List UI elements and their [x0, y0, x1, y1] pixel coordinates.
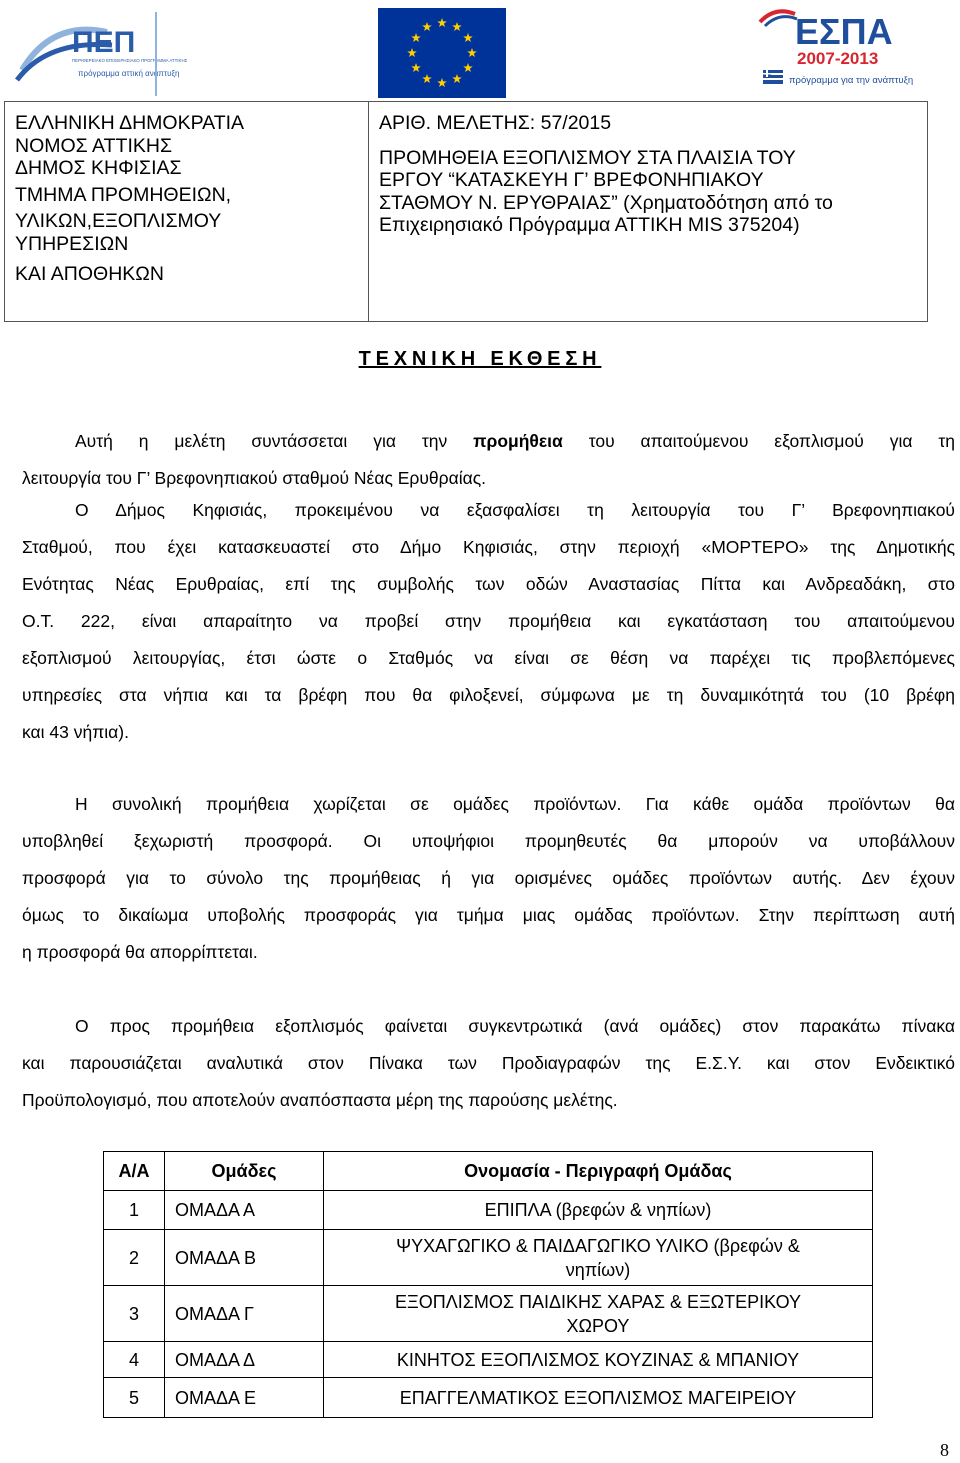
paragraph-line: η προσφορά θα απορρίπτεται. [22, 942, 258, 962]
paragraph-line: υποβληθεί ξεχωριστή προσφορά. Οι υποψήφιοι προμηθευτές θα μπορούν να υποβάλλουν [22, 831, 955, 851]
espa-logo-years: 2007-2013 [797, 49, 879, 68]
authority-line: ΥΠΗΡΕΣΙΩΝ [15, 232, 129, 255]
authority-line: ΚΑΙ ΑΠΟΘΗΚΩΝ [15, 263, 164, 285]
paragraph-line [22, 423, 955, 460]
authority-line: ΕΛΛΗΝΙΚΗ ΔΗΜΟΚΡΑΤΙΑ [15, 112, 245, 134]
paragraph-line: Η συνολική προμήθεια χωρίζεται σε ομάδες προϊόντων. Για κάθε ομάδα προϊόντων θα [75, 794, 955, 814]
row-group: ΟΜΑΔΑ Ε [165, 1378, 324, 1418]
paragraph-text: του απαιτούμενου εξοπλισμού για τη [562, 431, 955, 451]
pep-logo-title: ΠΕΠ [72, 26, 136, 59]
row-number: 4 [104, 1342, 165, 1378]
row-group: ΟΜΑΔΑ Γ [165, 1286, 324, 1342]
espa-logo-tagline: πρόγραμμα για την ανάπτυξη [789, 75, 914, 86]
study-number: ΑΡΙΘ. ΜΕΛΕΤΗΣ: 57/2015 [379, 112, 612, 134]
authority-line: ΥΛΙΚΩΝ,ΕΞΟΠΛΙΣΜΟΥ [15, 210, 222, 232]
paragraph-line: Σταθμού, που έχει κατασκευαστεί στο Δήμο Κηφισιάς, στην περιοχή «ΜΟΡΤΕΡΟ» της Δημοτικής [22, 537, 955, 557]
description-line: ΨΥΧΑΓΩΓΙΚΟ & ΠΑΙΔΑΓΩΓΙΚΟ ΥΛΙΚΟ (βρεφών & [396, 1235, 800, 1256]
paragraph-groups [22, 786, 955, 971]
description-line: ΚΙΝΗΤΟΣ ΕΞΟΠΛΙΣΜΟΣ ΚΟΥΖΙΝΑΣ & ΜΠΑΝΙΟΥ [396, 1349, 800, 1370]
paragraph-line: Ενότητας Νέας Ερυθραίας, επί της συμβολής των οδών Αναστασίας Πίττα και Ανδρεαδάκη, στο [22, 574, 955, 594]
paragraph-line: Προϋπολογισμό, που αποτελούν αναπόσπαστα μέρη της παρούσης μελέτης. [22, 1090, 618, 1110]
row-description [324, 1342, 873, 1378]
paragraph-line: υπηρεσίες στα νήπια και τα βρέφη που θα φιλοξενεί, σύμφωνα με τη δυναμικότητά του (10 βρέφη [22, 685, 955, 705]
table-row [104, 1342, 873, 1378]
logo-bar [0, 0, 960, 100]
project-line: ΣΤΑΘΜΟΥ Ν. ΕΡΥΘΡΑΙΑΣ” (Χρηματοδότηση από το [379, 191, 833, 214]
paragraph-line: και παρουσιάζεται αναλυτικά στον Πίνακα των Προδιαγραφών της Ε.Σ.Υ. και στον Ενδεικτικό [22, 1053, 955, 1073]
authority-line: ΤΜΗΜΑ ΠΡΟΜΗΘΕΙΩΝ, [15, 183, 232, 206]
paragraph-line: όμως το δικαίωμα υποβολής προσφοράς για τμήμα μιας ομάδας προϊόντων. Στην περίπτωση αυτή [22, 905, 955, 925]
project-line: Επιχειρησιακό Πρόγραμμα ΑΤΤΙΚΗ MIS 375204) [379, 214, 800, 236]
paragraph-text: Αυτή η μελέτη συντάσσεται για την [75, 431, 474, 451]
row-description [324, 1230, 873, 1286]
authority-line: ΝΟΜΟΣ ΑΤΤΙΚΗΣ [15, 134, 172, 157]
page-number: 8 [940, 1440, 949, 1460]
paragraph-line: και 43 νήπια). [22, 722, 129, 742]
description-line: ΧΩΡΟΥ [566, 1315, 630, 1336]
eu-flag-icon [378, 8, 506, 98]
row-number: 5 [104, 1378, 165, 1418]
header-table [4, 101, 928, 322]
description-line: ΕΠΑΓΓΕΛΜΑΤΙΚΟΣ ΕΞΟΠΛΙΣΜΟΣ ΜΑΓΕΙΡΕΙΟΥ [399, 1387, 797, 1408]
column-header-group: Ομάδες [165, 1152, 324, 1191]
description-line: ΕΞΟΠΛΙΣΜΟΣ ΠΑΙΔΙΚΗΣ ΧΑΡΑΣ & ΕΞΩΤΕΡΙΚΟΥ [394, 1291, 801, 1312]
paragraph-line: Ο Δήμος Κηφισιάς, προκειμένου να εξασφαλίσει τη λειτουργία του Γ’ Βρεφονηπιακού [75, 500, 955, 520]
paragraph-line: Ο προς προμήθεια εξοπλισμός φαίνεται συγκεντρωτικά (ανά ομάδες) στον παρακάτω πίνακα [75, 1016, 955, 1036]
espa-logo [755, 4, 914, 98]
paragraph-municipality [22, 492, 955, 751]
table-row [104, 1191, 873, 1230]
paragraph-bold-text: προμήθεια [473, 431, 563, 451]
row-group: ΟΜΑΔΑ Α [165, 1191, 324, 1230]
pep-logo-tagline: πρόγραμμα αττική ανάπτυξη [78, 69, 180, 78]
column-header-no: Α/Α [104, 1152, 165, 1191]
paragraph-table-intro [22, 1008, 955, 1119]
row-number: 2 [104, 1230, 165, 1286]
description-line: ΕΠΙΠΛΑ (βρεφών & νηπίων) [484, 1200, 712, 1220]
document-title: ΤΕΧΝΙΚΗ ΕΚΘΕΣΗ [358, 348, 602, 370]
authority-line: ΔΗΜΟΣ ΚΗΦΙΣΙΑΣ [15, 157, 182, 179]
row-number: 3 [104, 1286, 165, 1342]
espa-logo-title: ΕΣΠΑ [795, 11, 893, 52]
row-description [324, 1191, 873, 1230]
table-row [104, 1230, 873, 1286]
row-description [324, 1286, 873, 1342]
paragraph-intro [22, 423, 955, 497]
description-line: νηπίων) [565, 1259, 631, 1280]
paragraph-line: λειτουργία του Γ’ Βρεφονηπιακού σταθμού Νέας Ερυθραίας. [22, 468, 487, 488]
project-line: ΕΡΓΟΥ “ΚΑΤΑΣΚΕΥΗ Γ’ ΒΡΕΦΟΝΗΠΙΑΚΟΥ [379, 169, 764, 191]
pep-logo-subtitle: ΠΕΡΙΦΕΡΕΙΑΚΟ ΕΠΙΧΕΙΡΗΣΙΑΚΟ ΠΡΟΓΡΑΜΜΑ ΑΤΤΙΚΗΣ [72, 58, 188, 63]
row-group: ΟΜΑΔΑ Β [165, 1230, 324, 1286]
row-group: ΟΜΑΔΑ Δ [165, 1342, 324, 1378]
column-header-description: Ονομασία - Περιγραφή Ομάδας [324, 1152, 873, 1191]
table-row [104, 1286, 873, 1342]
row-description [324, 1378, 873, 1418]
paragraph-line: εξοπλισμού λειτουργίας, έτσι ώστε ο Σταθμός να είναι σε θέση να παρέχει τις προβλεπόμενες [22, 648, 955, 668]
header-project [369, 102, 928, 322]
table-row [104, 1378, 873, 1418]
row-number: 1 [104, 1191, 165, 1230]
paragraph-line: προσφορά για το σύνολο της προμήθειας ή για ορισμένες ομάδες προϊόντων αυτής. Δεν έχουν [22, 868, 955, 888]
project-line: ΠΡΟΜΗΘΕΙΑ ΕΞΟΠΛΙΣΜΟΥ ΣΤΑ ΠΛΑΙΣΙΑ ΤΟΥ [379, 146, 796, 169]
header-authority [5, 102, 369, 322]
paragraph-line: Ο.Τ. 222, είναι απαραίτητο να προβεί στην προμήθεια και εγκατάσταση του απαιτούμενου [22, 611, 955, 631]
table-header-row [104, 1152, 873, 1191]
groups-table [103, 1151, 873, 1418]
pep-logo [12, 10, 188, 98]
